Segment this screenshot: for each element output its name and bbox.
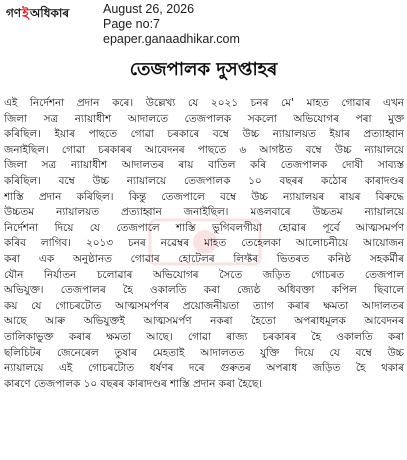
epaper-url[interactable]: epaper.ganaadhikar.com xyxy=(103,32,240,46)
article-line: এই নির্দেশনা প্ৰদান কৰে। উল্লেখ্য যে ২০২১ চনৰ মে' মাহত গোৱাৰ এখন xyxy=(4,97,404,109)
edition-meta xyxy=(103,2,240,47)
edition-date: August 26, 2026 xyxy=(103,2,195,16)
article-line: ছলিচিটৰ জেনেৰেল তুষাৰ মেহতাই আদালতত যুক্তি দিয়ে যে বম্বে উচ্চ xyxy=(4,346,404,359)
article-line: কৰিব লাগিব। ২০১৩ চনৰ নৱেম্বৰ মাহত তেহেলকা আলোচনীয়ে আয়োজন xyxy=(4,237,404,250)
article-line: জিলা সত্ৰ ন্যায়াধীশ আদালতে তেজপালক সকলো অভিযোগৰ পৰা মুক্ত xyxy=(4,112,404,125)
article-line: কৰিছিল। ইয়াৰ পাছতে গোৱা চৰকাৰে বম্বে উচ্চ ন্যায়ালয়ত ইয়াৰ প্ৰত্যাহ্বান xyxy=(4,128,404,141)
article-line: শাস্তি প্ৰদান কৰিছিল। কিন্তু তেজপালে বম্বে উচ্চ ন্যায়ালয়ৰ ৰায়ৰ বিৰুদ্ধে xyxy=(4,190,404,203)
article-line: যৌন নির্যাতন চলোৱাৰ অভিযোগৰ সৈতে জড়িত গোচৰত তেজপাল xyxy=(4,268,404,281)
article-line: কৰা এক অনুষ্ঠানত গোৱাৰ হোটেলৰ লিফ্টৰ ভিতৰত কনিষ্ঠ সহকৰ্মীৰ xyxy=(4,252,404,265)
article-headline: তেজপালক দুসপ্তাহৰ xyxy=(129,59,278,80)
page-number: Page no:7 xyxy=(103,17,160,31)
article-line: জিলা সত্ৰ ন্যায়াধীশ আদালতৰ ৰায় বাতিল কৰি তেজপালক দোষী সাব্যস্ত xyxy=(4,159,404,172)
article-body xyxy=(4,96,404,392)
logo-mark-icon: ই xyxy=(22,6,29,22)
article-line: নির্দেশনা দিয়ে যে তেজপালে শাস্তি ভুগিবলগীয়া হোৱাৰ পূৰ্বে আত্মসমৰ্পণ xyxy=(4,221,404,234)
article-line: কয় যে গোচৰটোত আত্মসমৰ্পণৰ প্ৰয়োজনীয়তা ত্যাগ কৰাৰ ক্ষমতা আদালতৰ xyxy=(4,299,404,312)
logo-text-left: গণ xyxy=(6,6,22,20)
article-line: কৰিছিল। বম্বে উচ্চ ন্যায়ালয়ে তেজপালক ১০ বছৰৰ কঠোৰ কাৰাদণ্ডৰ xyxy=(4,174,404,187)
article-line: তালিকাভুক্ত কৰাৰ ক্ষমতা আছে। গোৱা ৰাজ্য চৰকাৰৰ হৈ ওকালতি কৰা xyxy=(4,330,404,343)
article-line: জনাইছিল। গোৱা চৰকাৰৰ আবেদনৰ পাছতে ৬ আগষ্টত বম্বে উচ্চ ন্যায়ালয়ে xyxy=(4,143,404,156)
article-line: আছে আৰু অভিযুক্তই আত্মসমৰ্পণ নকৰা হৈতো অপৰাধমূলক আবেদনৰ xyxy=(4,315,404,328)
article-line: কাৰণে তেজপালক ১০ বছৰৰ কাৰাদণ্ডৰ শাস্তি প্ৰদান কৰা হৈছে। xyxy=(4,377,262,390)
article-line: অভিযুক্ত। তেজপালৰ হৈ ওকালতি কৰা জ্যেষ্ঠ অধিবক্তা কপিল ছিবালে xyxy=(4,284,404,297)
publication-logo[interactable] xyxy=(6,6,69,24)
article-line: উচ্চতম ন্যায়ালয়ত প্ৰত্যাহ্বান জনাইছিল। মঙলবাৰে উচ্চতম ন্যায়ালয়ে xyxy=(4,206,404,219)
article-line: ন্যায়ালয়ে এই গোচৰটোত ধৰ্ষণৰ দৰে গুৰুতৰ অপৰাধ জড়িত হৈ থকাৰ xyxy=(4,362,404,375)
masthead xyxy=(0,0,407,48)
logo-text-right: অধিকাৰ xyxy=(29,6,70,20)
